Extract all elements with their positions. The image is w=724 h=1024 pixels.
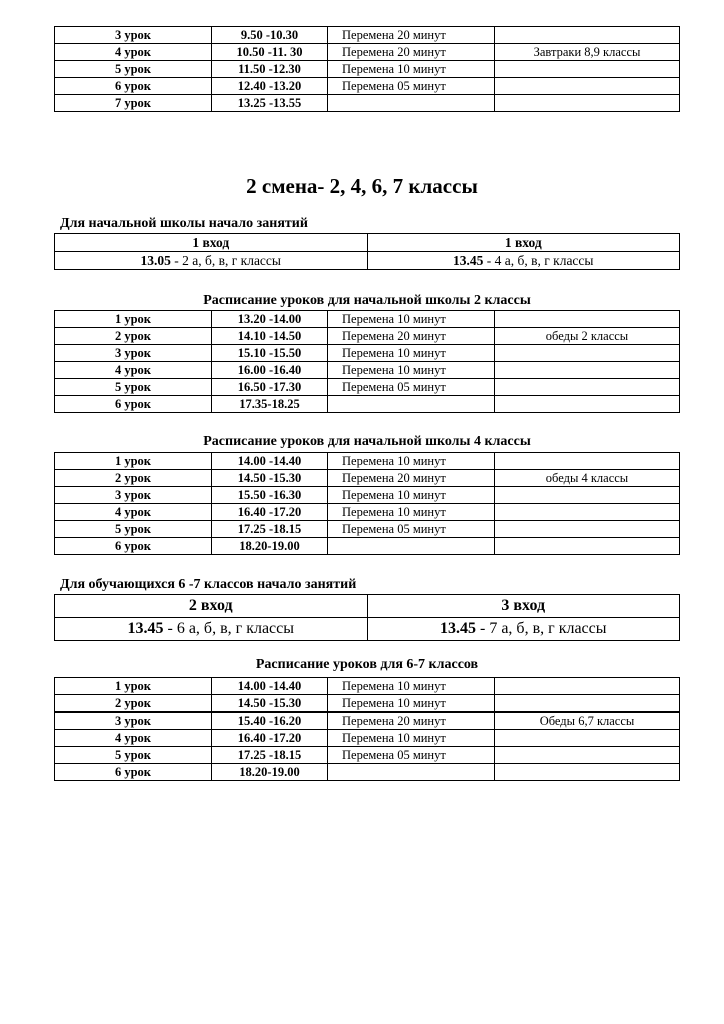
note-cell: обеды 2 классы: [495, 328, 680, 345]
lesson-cell: 4 урок: [55, 504, 212, 521]
note-cell: [495, 78, 680, 95]
table-row: [55, 379, 680, 396]
note-cell: [495, 764, 680, 781]
time-cell: 14.00 -14.40: [212, 678, 328, 695]
lesson-cell: 1 урок: [55, 311, 212, 328]
lesson-cell: 5 урок: [55, 61, 212, 78]
note-cell: [495, 678, 680, 695]
break-cell: Перемена 10 минут: [328, 453, 495, 470]
lesson-cell: 3 урок: [55, 27, 212, 44]
lesson-cell: 3 урок: [55, 345, 212, 362]
grades67-title: Расписание уроков для 6-7 классов: [255, 657, 479, 672]
time-cell: 17.35-18.25: [212, 396, 328, 413]
time-cell: 17.25 -18.15: [212, 521, 328, 538]
grade4-schedule-table: [54, 452, 680, 555]
shift-title: 2 смена- 2, 4, 6, 7 классы: [246, 174, 478, 198]
note-cell: [495, 730, 680, 747]
note-cell: [495, 345, 680, 362]
lesson-cell: 3 урок: [55, 487, 212, 504]
table-row: [55, 695, 680, 713]
note-cell: [495, 747, 680, 764]
primary-start-right: [367, 252, 680, 270]
start-classes: - 4 а, б, в, г классы: [483, 253, 594, 268]
start-time: 13.45: [453, 253, 484, 268]
break-cell: Перемена 20 минут: [328, 44, 495, 61]
grades67-start-table: [54, 594, 680, 641]
start-time: 13.05: [140, 253, 171, 268]
table-row: [55, 470, 680, 487]
grade4-title: Расписание уроков для начальной школы 4 классы: [203, 434, 531, 449]
note-cell: [495, 521, 680, 538]
break-cell: Перемена 10 минут: [328, 487, 495, 504]
time-cell: 10.50 -11. 30: [212, 44, 328, 61]
break-cell: Перемена 10 минут: [328, 730, 495, 747]
table-row: [55, 396, 680, 413]
note-cell: обеды 4 классы: [495, 470, 680, 487]
table-row: [55, 730, 680, 747]
grades67-start-title: Для обучающихся 6 -7 классов начало занятий: [60, 577, 357, 592]
break-cell: Перемена 10 минут: [328, 61, 495, 78]
top-schedule-table: [54, 26, 680, 112]
table-row: [55, 95, 680, 112]
grades67-start-left: [55, 618, 368, 641]
note-cell: [495, 504, 680, 521]
note-cell: Завтраки 8,9 классы: [495, 44, 680, 61]
start-classes: - 6 а, б, в, г классы: [163, 620, 294, 637]
time-cell: 16.00 -16.40: [212, 362, 328, 379]
lesson-cell: 4 урок: [55, 362, 212, 379]
lesson-cell: 3 урок: [55, 712, 212, 730]
note-cell: [495, 362, 680, 379]
break-cell: Перемена 20 минут: [328, 470, 495, 487]
note-cell: [495, 61, 680, 78]
table-row: [55, 453, 680, 470]
break-cell: [328, 764, 495, 781]
grade2-title: Расписание уроков для начальной школы 2 классы: [203, 293, 531, 308]
table-row: [55, 487, 680, 504]
primary-start-table: [54, 233, 680, 270]
table-row: [55, 27, 680, 44]
break-cell: Перемена 10 минут: [328, 362, 495, 379]
lesson-cell: 2 урок: [55, 695, 212, 713]
break-cell: Перемена 20 минут: [328, 712, 495, 730]
time-cell: 18.20-19.00: [212, 538, 328, 555]
table-row: [55, 345, 680, 362]
lesson-cell: 7 урок: [55, 95, 212, 112]
grades67-start-right: [367, 618, 680, 641]
note-cell: [495, 453, 680, 470]
time-cell: 16.50 -17.30: [212, 379, 328, 396]
lesson-cell: 6 урок: [55, 78, 212, 95]
note-cell: [495, 487, 680, 504]
break-cell: [328, 538, 495, 555]
primary-start-left: [55, 252, 368, 270]
table-row: [55, 521, 680, 538]
break-cell: [328, 95, 495, 112]
break-cell: Перемена 10 минут: [328, 504, 495, 521]
primary-start-title: Для начальной школы начало занятий: [60, 216, 308, 231]
time-cell: 17.25 -18.15: [212, 747, 328, 764]
time-cell: 14.00 -14.40: [212, 453, 328, 470]
break-cell: Перемена 10 минут: [328, 695, 495, 713]
time-cell: 15.50 -16.30: [212, 487, 328, 504]
lesson-cell: 4 урок: [55, 730, 212, 747]
table-row: [55, 504, 680, 521]
lesson-cell: 5 урок: [55, 521, 212, 538]
time-cell: 18.20-19.00: [212, 764, 328, 781]
lesson-cell: 2 урок: [55, 328, 212, 345]
lesson-cell: 6 урок: [55, 538, 212, 555]
start-classes: - 7 а, б, в, г классы: [476, 620, 607, 637]
break-cell: Перемена 20 минут: [328, 27, 495, 44]
grade2-schedule-table: [54, 310, 680, 413]
note-cell: [495, 396, 680, 413]
note-cell: [495, 27, 680, 44]
time-cell: 15.40 -16.20: [212, 712, 328, 730]
break-cell: Перемена 10 минут: [328, 345, 495, 362]
start-classes: - 2 а, б, в, г классы: [170, 253, 281, 268]
break-cell: Перемена 10 минут: [328, 311, 495, 328]
time-cell: 11.50 -12.30: [212, 61, 328, 78]
lesson-cell: 5 урок: [55, 379, 212, 396]
table-row: [55, 328, 680, 345]
primary-entrance-right: 1 вход: [367, 234, 680, 252]
time-cell: 9.50 -10.30: [212, 27, 328, 44]
table-row: [55, 538, 680, 555]
lesson-cell: 6 урок: [55, 764, 212, 781]
note-cell: [495, 695, 680, 713]
note-cell: Обеды 6,7 классы: [495, 712, 680, 730]
table-row: [55, 712, 680, 730]
table-row: [55, 44, 680, 61]
time-cell: 16.40 -17.20: [212, 504, 328, 521]
break-cell: Перемена 05 минут: [328, 521, 495, 538]
break-cell: Перемена 05 минут: [328, 747, 495, 764]
start-time: 13.45: [127, 620, 164, 637]
primary-entrance-left: 1 вход: [55, 234, 368, 252]
time-cell: 13.20 -14.00: [212, 311, 328, 328]
lesson-cell: 2 урок: [55, 470, 212, 487]
break-cell: Перемена 05 минут: [328, 379, 495, 396]
time-cell: 14.50 -15.30: [212, 470, 328, 487]
lesson-cell: 5 урок: [55, 747, 212, 764]
grades67-schedule-table: [54, 677, 680, 781]
table-row: [55, 61, 680, 78]
grades67-entrance-right: 3 вход: [367, 595, 680, 618]
start-time: 13.45: [440, 620, 476, 637]
note-cell: [495, 379, 680, 396]
break-cell: Перемена 10 минут: [328, 678, 495, 695]
table-row: [55, 678, 680, 695]
time-cell: 16.40 -17.20: [212, 730, 328, 747]
note-cell: [495, 538, 680, 555]
lesson-cell: 6 урок: [55, 396, 212, 413]
time-cell: 15.10 -15.50: [212, 345, 328, 362]
table-row: [55, 747, 680, 764]
table-row: [55, 764, 680, 781]
note-cell: [495, 311, 680, 328]
lesson-cell: 4 урок: [55, 44, 212, 61]
lesson-cell: 1 урок: [55, 453, 212, 470]
lesson-cell: 1 урок: [55, 678, 212, 695]
table-row: [55, 78, 680, 95]
time-cell: 14.50 -15.30: [212, 695, 328, 713]
time-cell: 13.25 -13.55: [212, 95, 328, 112]
time-cell: 14.10 -14.50: [212, 328, 328, 345]
note-cell: [495, 95, 680, 112]
table-row: [55, 362, 680, 379]
time-cell: 12.40 -13.20: [212, 78, 328, 95]
grades67-entrance-left: 2 вход: [55, 595, 368, 618]
break-cell: Перемена 20 минут: [328, 328, 495, 345]
break-cell: [328, 396, 495, 413]
break-cell: Перемена 05 минут: [328, 78, 495, 95]
table-row: [55, 311, 680, 328]
